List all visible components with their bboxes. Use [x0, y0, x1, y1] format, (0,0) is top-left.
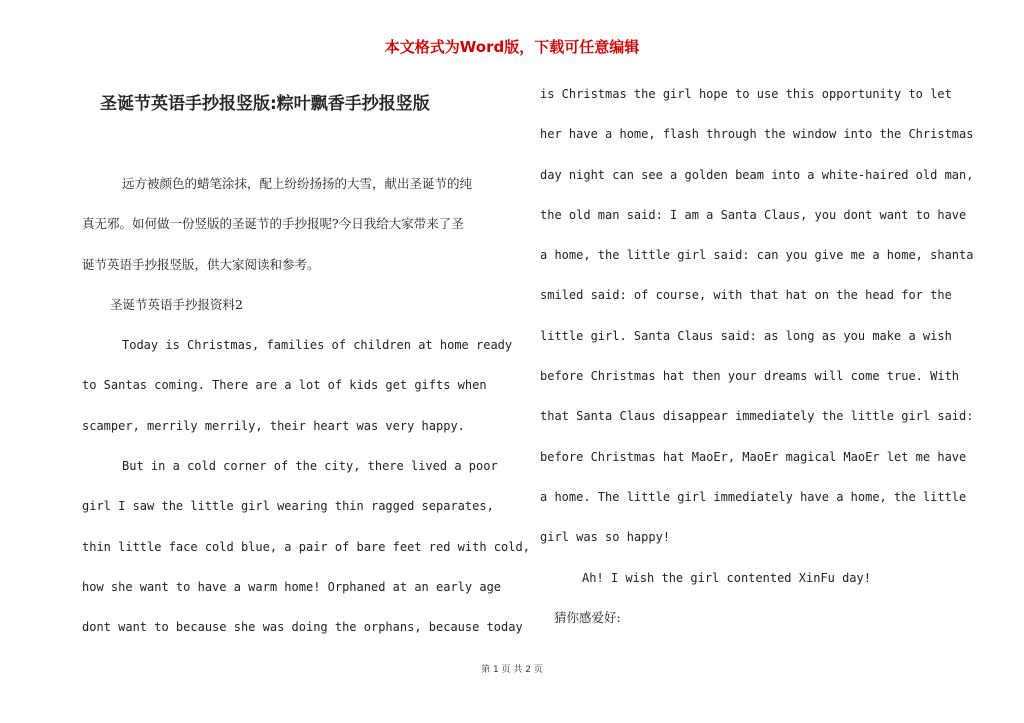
body-line: her have a home, flash through the window into the Christmas [540, 127, 974, 142]
body-line: before Christmas hat MaoEr, MaoEr magical MaoEr let me have [540, 449, 967, 464]
body-line: before Christmas hat then your dreams will come true. With [540, 369, 960, 384]
body-line: that Santa Claus disappear immediately the little girl said: [540, 409, 974, 424]
page-number: 第 1 页 共 2 页 [481, 665, 543, 675]
body-line: smiled said: of course, with that hat on the head for the [540, 288, 952, 303]
body-line: girl was so happy! [540, 530, 671, 545]
body-line: the old man said: I am a Santa Claus, you dont want to have [540, 207, 967, 222]
body-line: thin little face cold blue, a pair of bare feet red with cold, [82, 539, 530, 554]
left-column [82, 76, 530, 648]
body-line: Today is Christmas, families of children at home ready [122, 338, 513, 353]
word-format-banner: 本文格式为Word版，下载可任意编辑 [384, 38, 640, 56]
body-line: little girl. Santa Claus said: as long as you make a wish [540, 328, 952, 343]
body-line: day night can see a golden beam into a white-haired old man, [540, 167, 974, 182]
body-line: 远方被颜色的蜡笔涂抹，配上纷纷扬扬的大雪，献出圣诞节的纯 [122, 176, 473, 191]
body-line: But in a cold corner of the city, there lived a poor [122, 459, 498, 474]
body-line: a home. The little girl immediately have a home, the little [540, 489, 967, 504]
related-heading: 猜你感爱好: [554, 609, 621, 625]
body-line: 真无邪。如何做一份竖版的圣诞节的手抄报呢?今日我给大家带来了圣 [82, 216, 464, 232]
body-line: girl I saw the little girl wearing thin ragged separates, [82, 499, 494, 514]
section-heading: 圣诞节英语手抄报资料2 [110, 296, 243, 312]
right-column [540, 74, 974, 638]
body-line: dont want to because she was doing the orphans, because today [82, 620, 523, 635]
body-line: a home, the little girl said: can you give me a home, shanta [540, 248, 974, 263]
body-line: Ah! I wish the girl contented XinFu day! [582, 570, 871, 585]
body-line: how she want to have a warm home! Orphaned at an early age [82, 579, 502, 594]
body-line: 诞节英语手抄报竖版，供大家阅读和参考。 [82, 256, 320, 272]
body-line: to Santas coming. There are a lot of kids get gifts when [82, 378, 487, 393]
body-line: scamper, merrily merrily, their heart was very happy. [82, 418, 465, 433]
document-title: 圣诞节英语手抄报竖版:粽叶飘香手抄报竖版 [100, 94, 430, 114]
body-line: is Christmas the girl hope to use this opportunity to let [540, 87, 952, 101]
